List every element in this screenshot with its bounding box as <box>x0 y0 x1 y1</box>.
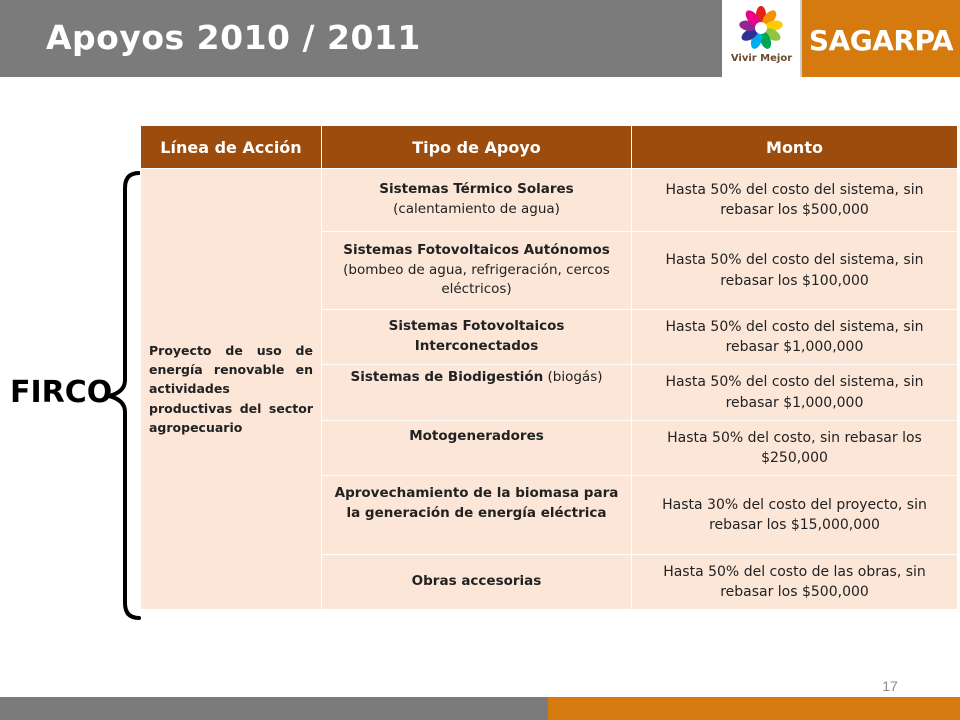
tipo-apoyo-cell <box>322 169 632 232</box>
sagarpa-logo-text: SAGARPA <box>808 24 954 57</box>
tipo-apoyo-name: Obras accesorias <box>411 573 542 590</box>
apoyos-table <box>140 125 958 610</box>
tipo-apoyo-cell <box>322 365 632 421</box>
monto-cell: Hasta 30% del costo del proyecto, sin rebasar los $15,000,000 <box>632 476 958 555</box>
tipo-apoyo-cell <box>322 421 632 476</box>
footer-bar-gray <box>0 697 548 720</box>
header-linea-accion: Línea de Acción <box>141 126 322 169</box>
footer-bar-orange <box>548 697 960 720</box>
tipo-apoyo-name: Sistemas de Biodigestión <box>350 369 544 385</box>
header-tipo-apoyo: Tipo de Apoyo <box>322 126 632 169</box>
sagarpa-logo <box>802 0 960 77</box>
tipo-apoyo-detail: (biogás) <box>543 369 603 385</box>
tipo-apoyo-detail: (calentamiento de agua) <box>393 201 560 217</box>
tipo-apoyo-name: Sistemas Térmico Solares <box>379 181 574 198</box>
bracket-icon <box>103 168 143 623</box>
table-row <box>141 169 958 232</box>
linea-accion-cell: Proyecto de uso de energía renovable en actividades productivas del sector agropecuario <box>141 169 322 610</box>
page-number: 17 <box>882 678 898 694</box>
monto-cell: Hasta 50% del costo del sistema, sin rebasar $1,000,000 <box>632 365 958 421</box>
tipo-apoyo-name: Sistemas Fotovoltaicos Interconectados <box>388 318 565 354</box>
monto-cell: Hasta 50% del costo del sistema, sin rebasar los $100,000 <box>632 232 958 310</box>
tipo-apoyo-name: Aprovechamiento de la biomasa para la generación de energía eléctrica <box>334 485 619 521</box>
vivir-mejor-flower-icon <box>738 5 784 51</box>
tipo-apoyo-cell <box>322 310 632 365</box>
tipo-apoyo-name: Motogeneradores <box>409 428 544 444</box>
tipo-apoyo-detail: (bombeo de agua, refrigeración, cercos eléctricos) <box>343 261 610 298</box>
monto-cell: Hasta 50% del costo del sistema, sin rebasar los $500,000 <box>632 169 958 232</box>
table-header-row <box>141 126 958 169</box>
monto-cell: Hasta 50% del costo del sistema, sin rebasar $1,000,000 <box>632 310 958 365</box>
tipo-apoyo-cell <box>322 232 632 310</box>
vivir-mejor-logo <box>723 0 802 77</box>
slide-title: Apoyos 2010 / 2011 <box>46 18 421 57</box>
firco-label: FIRCO <box>10 375 113 410</box>
tipo-apoyo-name: Sistemas Fotovoltaicos Autónomos <box>343 242 610 259</box>
header-bar <box>0 0 722 77</box>
monto-cell: Hasta 50% del costo, sin rebasar los $250,000 <box>632 421 958 476</box>
monto-cell: Hasta 50% del costo de las obras, sin rebasar los $500,000 <box>632 555 958 610</box>
vivir-mejor-text: Vivir Mejor <box>730 53 793 64</box>
header-monto: Monto <box>632 126 958 169</box>
tipo-apoyo-cell <box>322 555 632 610</box>
tipo-apoyo-cell <box>322 476 632 555</box>
